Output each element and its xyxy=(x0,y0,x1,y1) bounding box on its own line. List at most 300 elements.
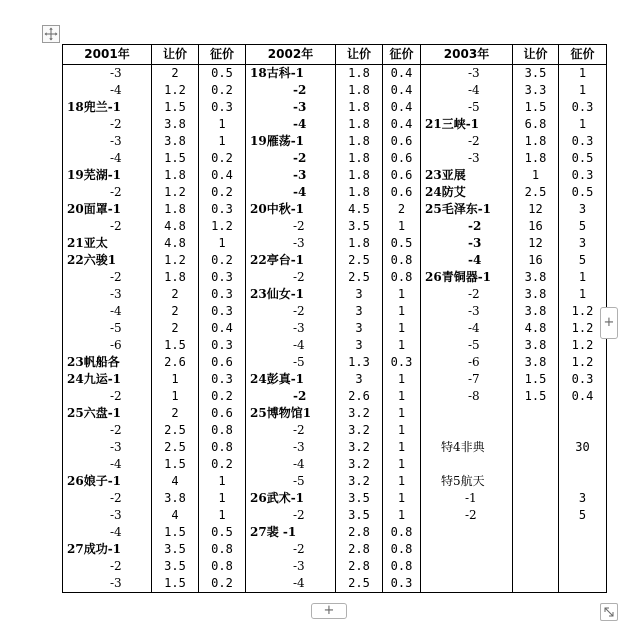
table-cell: 0.3 xyxy=(199,286,246,303)
table-cell: -5 xyxy=(63,320,152,337)
table-cell: 0.3 xyxy=(559,133,607,150)
table-cell: 0.2 xyxy=(199,150,246,167)
table-cell: 3.3 xyxy=(513,82,559,99)
table-cell: 1 xyxy=(383,422,421,439)
table-cell: 1 xyxy=(383,320,421,337)
table-cell: 2.5 xyxy=(336,252,383,269)
table-cell: 23帆船各 xyxy=(63,354,152,371)
table-cell: 0.3 xyxy=(559,371,607,388)
table-row xyxy=(63,184,607,201)
table-cell: 0.3 xyxy=(199,303,246,320)
table-cell: 0.6 xyxy=(383,167,421,184)
table-cell xyxy=(559,575,607,593)
table-cell: 20中秋-1 xyxy=(246,201,336,218)
table-cell: 1.5 xyxy=(513,99,559,116)
table-cell: 2 xyxy=(152,286,199,303)
resize-diagonal-icon xyxy=(603,606,615,618)
table-cell xyxy=(559,405,607,422)
table-cell: 3 xyxy=(336,286,383,303)
table-cell xyxy=(559,473,607,490)
table-cell: 1.8 xyxy=(336,150,383,167)
table-row xyxy=(63,65,607,83)
table-cell: 1.5 xyxy=(513,371,559,388)
table-row xyxy=(63,507,607,524)
table-cell: 1 xyxy=(383,405,421,422)
table-row xyxy=(63,303,607,320)
table-cell: -2 xyxy=(63,184,152,201)
table-cell: 3.5 xyxy=(336,490,383,507)
table-cell xyxy=(513,524,559,541)
table-cell: 1.5 xyxy=(152,575,199,593)
table-cell: 1.8 xyxy=(336,82,383,99)
table-cell: 4.5 xyxy=(336,201,383,218)
table-cell: -2 xyxy=(246,541,336,558)
table-cell: -5 xyxy=(246,354,336,371)
table-cell: 0.8 xyxy=(199,439,246,456)
table-cell: 3.5 xyxy=(336,218,383,235)
table-cell: 0.6 xyxy=(383,150,421,167)
table-cell: 24防艾 xyxy=(421,184,513,201)
header-cell: 让价 xyxy=(336,45,383,65)
table-cell: 1.5 xyxy=(152,337,199,354)
table-cell: 3 xyxy=(559,201,607,218)
table-row xyxy=(63,354,607,371)
table-cell: -3 xyxy=(246,558,336,575)
table-cell: 0.2 xyxy=(199,82,246,99)
table-cell: 21亚太 xyxy=(63,235,152,252)
table-cell: 0.5 xyxy=(199,524,246,541)
table-cell: 26武术-1 xyxy=(246,490,336,507)
table-cell xyxy=(513,473,559,490)
table-cell: 3 xyxy=(559,235,607,252)
table-cell: 24彭真-1 xyxy=(246,371,336,388)
table-cell: 0.2 xyxy=(199,252,246,269)
table-cell: 0.3 xyxy=(199,269,246,286)
table-cell: 0.8 xyxy=(383,524,421,541)
table-cell: 1.2 xyxy=(559,303,607,320)
table-cell: 2 xyxy=(152,405,199,422)
table-cell: -8 xyxy=(421,388,513,405)
table-cell: 1 xyxy=(383,218,421,235)
table-cell: -2 xyxy=(63,269,152,286)
table-cell: 1 xyxy=(383,371,421,388)
table-cell: 0.4 xyxy=(383,82,421,99)
table-cell: 3.5 xyxy=(152,558,199,575)
table-cell: 1 xyxy=(152,388,199,405)
table-cell: -4 xyxy=(63,303,152,320)
table-cell: 21三峡-1 xyxy=(421,116,513,133)
table-cell: 2.5 xyxy=(152,422,199,439)
table-row xyxy=(63,116,607,133)
table-cell: 0.3 xyxy=(383,354,421,371)
table-cell: 2.8 xyxy=(336,541,383,558)
table-cell: -4 xyxy=(246,337,336,354)
table-cell: 1.2 xyxy=(559,354,607,371)
table-row xyxy=(63,575,607,593)
table-move-handle[interactable] xyxy=(42,25,60,43)
table-cell xyxy=(513,439,559,456)
header-cell: 让价 xyxy=(152,45,199,65)
table-cell xyxy=(559,422,607,439)
table-row xyxy=(63,405,607,422)
table-cell: 3.2 xyxy=(336,422,383,439)
table-cell: 3.8 xyxy=(513,269,559,286)
table-cell: 3.5 xyxy=(152,541,199,558)
table-cell: 3 xyxy=(336,303,383,320)
table-cell: 1 xyxy=(383,473,421,490)
table-cell: 1 xyxy=(559,116,607,133)
table-cell: 0.3 xyxy=(559,99,607,116)
table-cell: 2 xyxy=(152,320,199,337)
table-cell: 1 xyxy=(383,507,421,524)
add-column-button[interactable]: + xyxy=(600,307,618,339)
table-cell xyxy=(421,558,513,575)
table-row xyxy=(63,82,607,99)
table-cell: -4 xyxy=(246,184,336,201)
table-cell: 1 xyxy=(383,337,421,354)
table-cell: 3.5 xyxy=(513,65,559,83)
table-cell: 0.4 xyxy=(383,99,421,116)
table-cell: 0.8 xyxy=(199,422,246,439)
table-cell: 0.6 xyxy=(199,354,246,371)
table-cell xyxy=(421,575,513,593)
table-cell: 1.2 xyxy=(559,320,607,337)
table-cell: 特5航天 xyxy=(421,473,513,490)
table-cell: 0.4 xyxy=(383,65,421,83)
table-cell: 1.5 xyxy=(152,524,199,541)
price-table xyxy=(62,44,607,593)
table-cell: 2.5 xyxy=(513,184,559,201)
table-cell: 6.8 xyxy=(513,116,559,133)
header-cell: 2002年 xyxy=(246,45,336,65)
table-cell: 0.2 xyxy=(199,388,246,405)
table-cell: -4 xyxy=(421,82,513,99)
table-cell: 3 xyxy=(559,490,607,507)
table-row xyxy=(63,320,607,337)
header-cell: 2003年 xyxy=(421,45,513,65)
table-cell xyxy=(559,456,607,473)
table-cell: 1.8 xyxy=(513,133,559,150)
header-cell: 征价 xyxy=(199,45,246,65)
table-cell: 1 xyxy=(199,116,246,133)
table-cell: -4 xyxy=(63,82,152,99)
table-cell xyxy=(513,575,559,593)
table-cell: 4.8 xyxy=(152,218,199,235)
table-cell: 1.2 xyxy=(152,82,199,99)
table-cell: 1.2 xyxy=(152,184,199,201)
table-cell: 2.6 xyxy=(152,354,199,371)
table-row xyxy=(63,218,607,235)
table-cell: 1 xyxy=(383,490,421,507)
table-cell: 3.8 xyxy=(513,286,559,303)
table-cell: 1 xyxy=(199,235,246,252)
table-cell: 4.8 xyxy=(513,320,559,337)
table-cell: 27成功-1 xyxy=(63,541,152,558)
table-cell: 2 xyxy=(383,201,421,218)
table-cell: 1.3 xyxy=(336,354,383,371)
table-cell: 1.5 xyxy=(513,388,559,405)
table-cell: 0.6 xyxy=(383,184,421,201)
table-cell: -5 xyxy=(246,473,336,490)
table-cell: 2 xyxy=(152,65,199,83)
table-cell: 1.2 xyxy=(199,218,246,235)
table-cell: 1 xyxy=(199,133,246,150)
table-cell: 3.5 xyxy=(336,507,383,524)
table-row xyxy=(63,371,607,388)
table-cell: -2 xyxy=(421,507,513,524)
header-cell: 让价 xyxy=(513,45,559,65)
table-cell: 1 xyxy=(559,286,607,303)
table-row xyxy=(63,235,607,252)
table-cell: 1 xyxy=(383,388,421,405)
table-cell: -4 xyxy=(63,150,152,167)
table-cell: 0.8 xyxy=(383,252,421,269)
add-row-button[interactable]: + xyxy=(311,603,347,619)
table-cell: -2 xyxy=(421,286,513,303)
table-cell: -2 xyxy=(63,218,152,235)
table-cell: 0.6 xyxy=(383,133,421,150)
table-cell: 0.5 xyxy=(383,235,421,252)
table-cell: 3 xyxy=(336,320,383,337)
table-cell: -3 xyxy=(63,133,152,150)
table-cell: 5 xyxy=(559,218,607,235)
table-cell: -2 xyxy=(246,388,336,405)
table-cell: 19芜湖-1 xyxy=(63,167,152,184)
table-cell: -3 xyxy=(246,320,336,337)
table-cell: -2 xyxy=(63,116,152,133)
table-cell: 0.8 xyxy=(199,558,246,575)
table-cell: 2.6 xyxy=(336,388,383,405)
table-cell: 0.3 xyxy=(199,371,246,388)
table-cell: 0.2 xyxy=(199,184,246,201)
table-cell: -2 xyxy=(246,150,336,167)
table-cell: 0.3 xyxy=(199,99,246,116)
table-cell: -2 xyxy=(246,269,336,286)
table-cell: -5 xyxy=(421,337,513,354)
table-row xyxy=(63,388,607,405)
table-cell: 3.8 xyxy=(513,337,559,354)
table-row xyxy=(63,439,607,456)
table-cell: 0.5 xyxy=(199,65,246,83)
table-cell: -3 xyxy=(246,167,336,184)
table-cell: 1.8 xyxy=(336,235,383,252)
table-cell: -3 xyxy=(246,439,336,456)
table-row xyxy=(63,167,607,184)
table-cell: -2 xyxy=(421,218,513,235)
table-cell: 特4非典 xyxy=(421,439,513,456)
table-cell: 2.5 xyxy=(336,269,383,286)
table-cell: 1.2 xyxy=(559,337,607,354)
table-cell: -2 xyxy=(63,422,152,439)
table-cell: 0.3 xyxy=(559,167,607,184)
table-cell: 0.3 xyxy=(199,337,246,354)
table-cell: 1.8 xyxy=(152,269,199,286)
table-cell: 1.5 xyxy=(152,456,199,473)
table-cell: -3 xyxy=(421,150,513,167)
table-cell: 1 xyxy=(199,507,246,524)
table-cell: 26青铜器-1 xyxy=(421,269,513,286)
table-cell: -1 xyxy=(421,490,513,507)
table-cell: -3 xyxy=(63,65,152,83)
table-row xyxy=(63,133,607,150)
table-cell: 23亚展 xyxy=(421,167,513,184)
table-cell: 3 xyxy=(336,337,383,354)
table-cell: 0.2 xyxy=(199,456,246,473)
table-cell xyxy=(421,422,513,439)
table-cell xyxy=(421,456,513,473)
table-cell: 0.8 xyxy=(199,541,246,558)
table-cell: 16 xyxy=(513,218,559,235)
table-cell xyxy=(421,405,513,422)
table-cell: 4 xyxy=(152,507,199,524)
table-cell: 1.8 xyxy=(336,184,383,201)
table-cell xyxy=(559,524,607,541)
table-cell xyxy=(513,507,559,524)
table-cell: 0.2 xyxy=(199,575,246,593)
table-cell: -6 xyxy=(63,337,152,354)
table-cell: -2 xyxy=(421,133,513,150)
table-cell: -4 xyxy=(63,456,152,473)
table-cell: 3.8 xyxy=(152,490,199,507)
table-cell: 19雁荡-1 xyxy=(246,133,336,150)
table-cell: 1 xyxy=(513,167,559,184)
table-cell: 1.8 xyxy=(336,99,383,116)
table-cell xyxy=(513,405,559,422)
table-cell: 0.4 xyxy=(383,116,421,133)
table-cell: 2.5 xyxy=(336,575,383,593)
table-cell: -7 xyxy=(421,371,513,388)
header-cell: 征价 xyxy=(559,45,607,65)
table-cell: 0.8 xyxy=(383,558,421,575)
table-cell: 2.8 xyxy=(336,524,383,541)
table-cell xyxy=(559,558,607,575)
table-row xyxy=(63,252,607,269)
table-cell: 3.8 xyxy=(152,133,199,150)
table-cell: 3.2 xyxy=(336,405,383,422)
table-cell: 2.8 xyxy=(336,558,383,575)
header-cell: 2001年 xyxy=(63,45,152,65)
table-cell: -4 xyxy=(63,524,152,541)
table-cell: 0.8 xyxy=(383,269,421,286)
table-cell: -2 xyxy=(246,218,336,235)
table-cell: 2.5 xyxy=(152,439,199,456)
table-row xyxy=(63,337,607,354)
table-cell: 1.8 xyxy=(336,65,383,83)
table-cell: 1.5 xyxy=(152,150,199,167)
table-cell: 1.8 xyxy=(152,167,199,184)
table-cell: 25博物馆1 xyxy=(246,405,336,422)
table-cell: 25毛泽东-1 xyxy=(421,201,513,218)
table-cell: 3.8 xyxy=(152,116,199,133)
header-row xyxy=(63,45,607,65)
table-cell: 1 xyxy=(152,371,199,388)
table-cell: -3 xyxy=(63,439,152,456)
table-row xyxy=(63,99,607,116)
table-cell: -3 xyxy=(421,303,513,320)
table-cell: 3 xyxy=(336,371,383,388)
table-cell: 3.2 xyxy=(336,439,383,456)
table-cell: 1.8 xyxy=(336,133,383,150)
table-cell: 30 xyxy=(559,439,607,456)
table-cell: -3 xyxy=(63,575,152,593)
table-cell: -3 xyxy=(421,235,513,252)
table-cell: 4 xyxy=(152,473,199,490)
table-cell: 0.3 xyxy=(383,575,421,593)
table-cell: 1 xyxy=(199,490,246,507)
table-cell: 0.6 xyxy=(199,405,246,422)
table-cell: 3.8 xyxy=(513,354,559,371)
table-cell xyxy=(513,490,559,507)
table-cell: 0.4 xyxy=(199,320,246,337)
table-cell: -2 xyxy=(63,388,152,405)
table-cell: 24九运-1 xyxy=(63,371,152,388)
table-resize-handle[interactable] xyxy=(600,603,618,621)
table-cell: 0.4 xyxy=(559,388,607,405)
table-cell: 1 xyxy=(383,303,421,320)
table-cell: 27裴 -1 xyxy=(246,524,336,541)
table-cell: -4 xyxy=(246,456,336,473)
table-cell: -4 xyxy=(421,252,513,269)
table-cell: -4 xyxy=(246,575,336,593)
table-row xyxy=(63,286,607,303)
table-cell: 23仙女-1 xyxy=(246,286,336,303)
table-cell: 18兜兰-1 xyxy=(63,99,152,116)
table-cell: 1 xyxy=(559,82,607,99)
table-cell: 25六盘-1 xyxy=(63,405,152,422)
table-cell: -3 xyxy=(246,99,336,116)
table-row xyxy=(63,201,607,218)
table-cell: 16 xyxy=(513,252,559,269)
table-cell: 1 xyxy=(383,439,421,456)
table-cell: -3 xyxy=(421,65,513,83)
table-row xyxy=(63,541,607,558)
table-cell: 1.2 xyxy=(152,252,199,269)
table-cell: 1 xyxy=(559,65,607,83)
table-row xyxy=(63,456,607,473)
table-cell: 0.5 xyxy=(559,150,607,167)
table-cell xyxy=(513,541,559,558)
table-row xyxy=(63,473,607,490)
table-cell: 5 xyxy=(559,252,607,269)
table-row xyxy=(63,558,607,575)
table-cell: 0.5 xyxy=(559,184,607,201)
table-cell: -2 xyxy=(246,422,336,439)
table-cell: -2 xyxy=(246,303,336,320)
table-cell: 1.5 xyxy=(152,99,199,116)
table-row xyxy=(63,490,607,507)
table-cell: 1 xyxy=(559,269,607,286)
table-cell xyxy=(513,456,559,473)
table-row xyxy=(63,524,607,541)
table-cell: 3.2 xyxy=(336,473,383,490)
table-cell: 2 xyxy=(152,303,199,320)
table-cell: 22六骏1 xyxy=(63,252,152,269)
header-cell: 征价 xyxy=(383,45,421,65)
table-cell: 1 xyxy=(199,473,246,490)
table-cell: -4 xyxy=(246,116,336,133)
table-cell: 1.8 xyxy=(336,116,383,133)
table-cell xyxy=(559,541,607,558)
table-cell: 0.4 xyxy=(199,167,246,184)
table-cell: 18古科-1 xyxy=(246,65,336,83)
table-cell: 20面罩-1 xyxy=(63,201,152,218)
table-cell: 0.8 xyxy=(383,541,421,558)
table-cell: 3.8 xyxy=(513,303,559,320)
table-cell: -2 xyxy=(63,490,152,507)
table-cell: 1.8 xyxy=(336,167,383,184)
table-cell: -2 xyxy=(63,558,152,575)
table-cell xyxy=(421,524,513,541)
